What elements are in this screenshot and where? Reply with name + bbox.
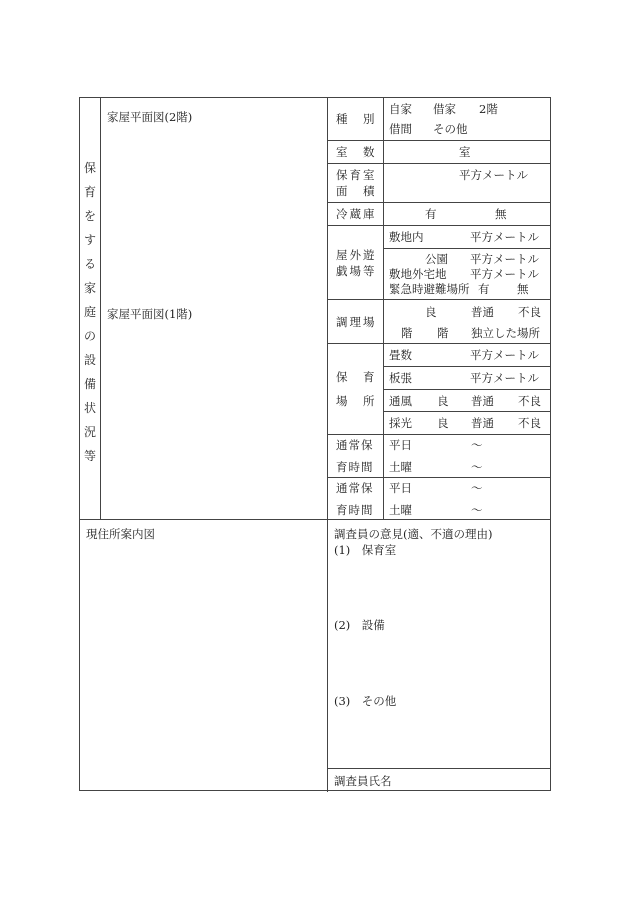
place-vent-bad: 不良 [518, 394, 541, 408]
opinion-title: 調査員の意見(適、不適の理由) [334, 527, 493, 541]
area-label-2a: 面 [336, 184, 348, 198]
rule-h-8b [383, 389, 551, 390]
type-other: その他 [433, 122, 468, 136]
hours1-label-2: 育時間 [336, 460, 374, 474]
play-park: 公園 [425, 252, 448, 266]
place-light-normal: 普通 [471, 416, 494, 430]
area-label-1: 保育室 [336, 168, 377, 182]
opinion-item-other: (3) その他 [334, 694, 397, 708]
place-board-unit: 平方メートル [470, 371, 539, 385]
place-label-2b: 所 [363, 394, 375, 408]
section-label-char: 保 [83, 161, 96, 175]
place-ventilation: 通風 [389, 394, 412, 408]
area-unit: 平方メートル [459, 168, 528, 182]
hours1-label-1: 通常保 [336, 438, 374, 452]
section-label-char: 況 [83, 425, 96, 439]
floor-plan-2f-label: 家屋平面図(2階) [107, 110, 193, 124]
kitchen-floor-1: 階 [401, 326, 413, 340]
section-label-char: 備 [83, 377, 96, 391]
place-label-1b: 育 [363, 370, 375, 384]
rule-v-section [100, 98, 101, 519]
hours1-saturday: 土曜 [389, 460, 412, 474]
place-tatami: 畳数 [389, 348, 412, 362]
play-label-2: 戯場等 [336, 264, 377, 278]
rule-h-10 [327, 477, 551, 478]
hours2-label-1: 通常保 [336, 481, 374, 495]
place-vent-normal: 普通 [471, 394, 494, 408]
rule-h-1 [327, 140, 551, 141]
rooms-label-2: 数 [363, 145, 375, 159]
place-label-2a: 場 [336, 394, 348, 408]
facility-survey-form [79, 97, 551, 791]
place-board: 板張 [389, 371, 412, 385]
type-label-1: 種 [336, 112, 348, 126]
place-light-good: 良 [437, 416, 449, 430]
section-label-char: 育 [83, 185, 96, 199]
rule-h-2 [327, 163, 551, 164]
hours2-weekday: 平日 [389, 481, 412, 495]
place-vent-good: 良 [437, 394, 449, 408]
hours1-weekday-sep: 〜 [471, 438, 483, 452]
place-label-1a: 保 [336, 370, 348, 384]
section-label-char: す [83, 233, 96, 247]
rule-h-9 [327, 434, 551, 435]
play-offsite-unit: 平方メートル [470, 267, 539, 281]
type-second-floor: 2階 [479, 102, 498, 116]
rule-h-5a [383, 248, 551, 249]
play-evacuation-yes: 有 [478, 282, 490, 296]
kitchen-label: 調理場 [336, 315, 377, 329]
kitchen-bad: 不良 [518, 305, 541, 319]
kitchen-floor-2: 階 [437, 326, 449, 340]
play-evacuation: 緊急時避難場所 [389, 282, 470, 296]
section-label-char: 等 [83, 449, 96, 463]
floor-plan-1f-label: 家屋平面図(1階) [107, 307, 193, 321]
type-rented-house: 借家 [433, 102, 456, 116]
rule-h-7 [327, 343, 551, 344]
opinion-item-equipment: (2) 設備 [334, 618, 385, 632]
rule-h-6 [327, 299, 551, 300]
place-tatami-unit: 平方メートル [470, 348, 539, 362]
place-light-bad: 不良 [518, 416, 541, 430]
kitchen-normal: 普通 [471, 305, 494, 319]
hours1-weekday: 平日 [389, 438, 412, 452]
rule-h-8a [383, 366, 551, 367]
location-map-label: 現住所案内図 [86, 527, 155, 541]
rule-h-full [80, 519, 551, 520]
area-label-2b: 積 [363, 184, 375, 198]
hours2-saturday: 土曜 [389, 503, 412, 517]
type-label-2: 別 [363, 112, 375, 126]
opinion-item-nursery-room: (1) 保育室 [334, 543, 397, 557]
rule-h-3 [327, 202, 551, 203]
section-label-char: 設 [83, 353, 96, 367]
section-label-char: 状 [83, 401, 96, 415]
rooms-unit: 室 [459, 145, 471, 159]
play-onsite-unit: 平方メートル [470, 230, 539, 244]
type-rented-room: 借間 [389, 122, 412, 136]
rule-v-labels [383, 98, 384, 519]
hours2-weekday-sep: 〜 [471, 481, 483, 495]
place-lighting: 採光 [389, 416, 412, 430]
play-evacuation-no: 無 [517, 282, 529, 296]
kitchen-good: 良 [425, 305, 437, 319]
hours2-label-2: 育時間 [336, 503, 374, 517]
hours1-saturday-sep: 〜 [471, 460, 483, 474]
fridge-label: 冷蔵庫 [336, 207, 377, 221]
investigator-name-label: 調査員氏名 [334, 774, 392, 788]
fridge-yes: 有 [425, 207, 437, 221]
type-own-house: 自家 [389, 102, 412, 116]
section-label-char: 庭 [83, 305, 96, 319]
fridge-no: 無 [495, 207, 507, 221]
rule-h-8c [383, 411, 551, 412]
rule-h-investigator [327, 768, 551, 769]
hours2-saturday-sep: 〜 [471, 503, 483, 517]
play-label-1: 屋外遊 [336, 248, 377, 262]
section-label-char: の [83, 329, 96, 343]
section-label-char: を [83, 209, 96, 223]
kitchen-separate: 独立した場所 [471, 326, 540, 340]
play-park-unit: 平方メートル [470, 252, 539, 266]
play-onsite: 敷地内 [389, 230, 424, 244]
section-label-char: 家 [83, 281, 96, 295]
play-offsite: 敷地外宅地 [389, 267, 447, 281]
rule-h-4 [327, 225, 551, 226]
section-label-char: る [83, 257, 96, 271]
rooms-label-1: 室 [336, 145, 348, 159]
